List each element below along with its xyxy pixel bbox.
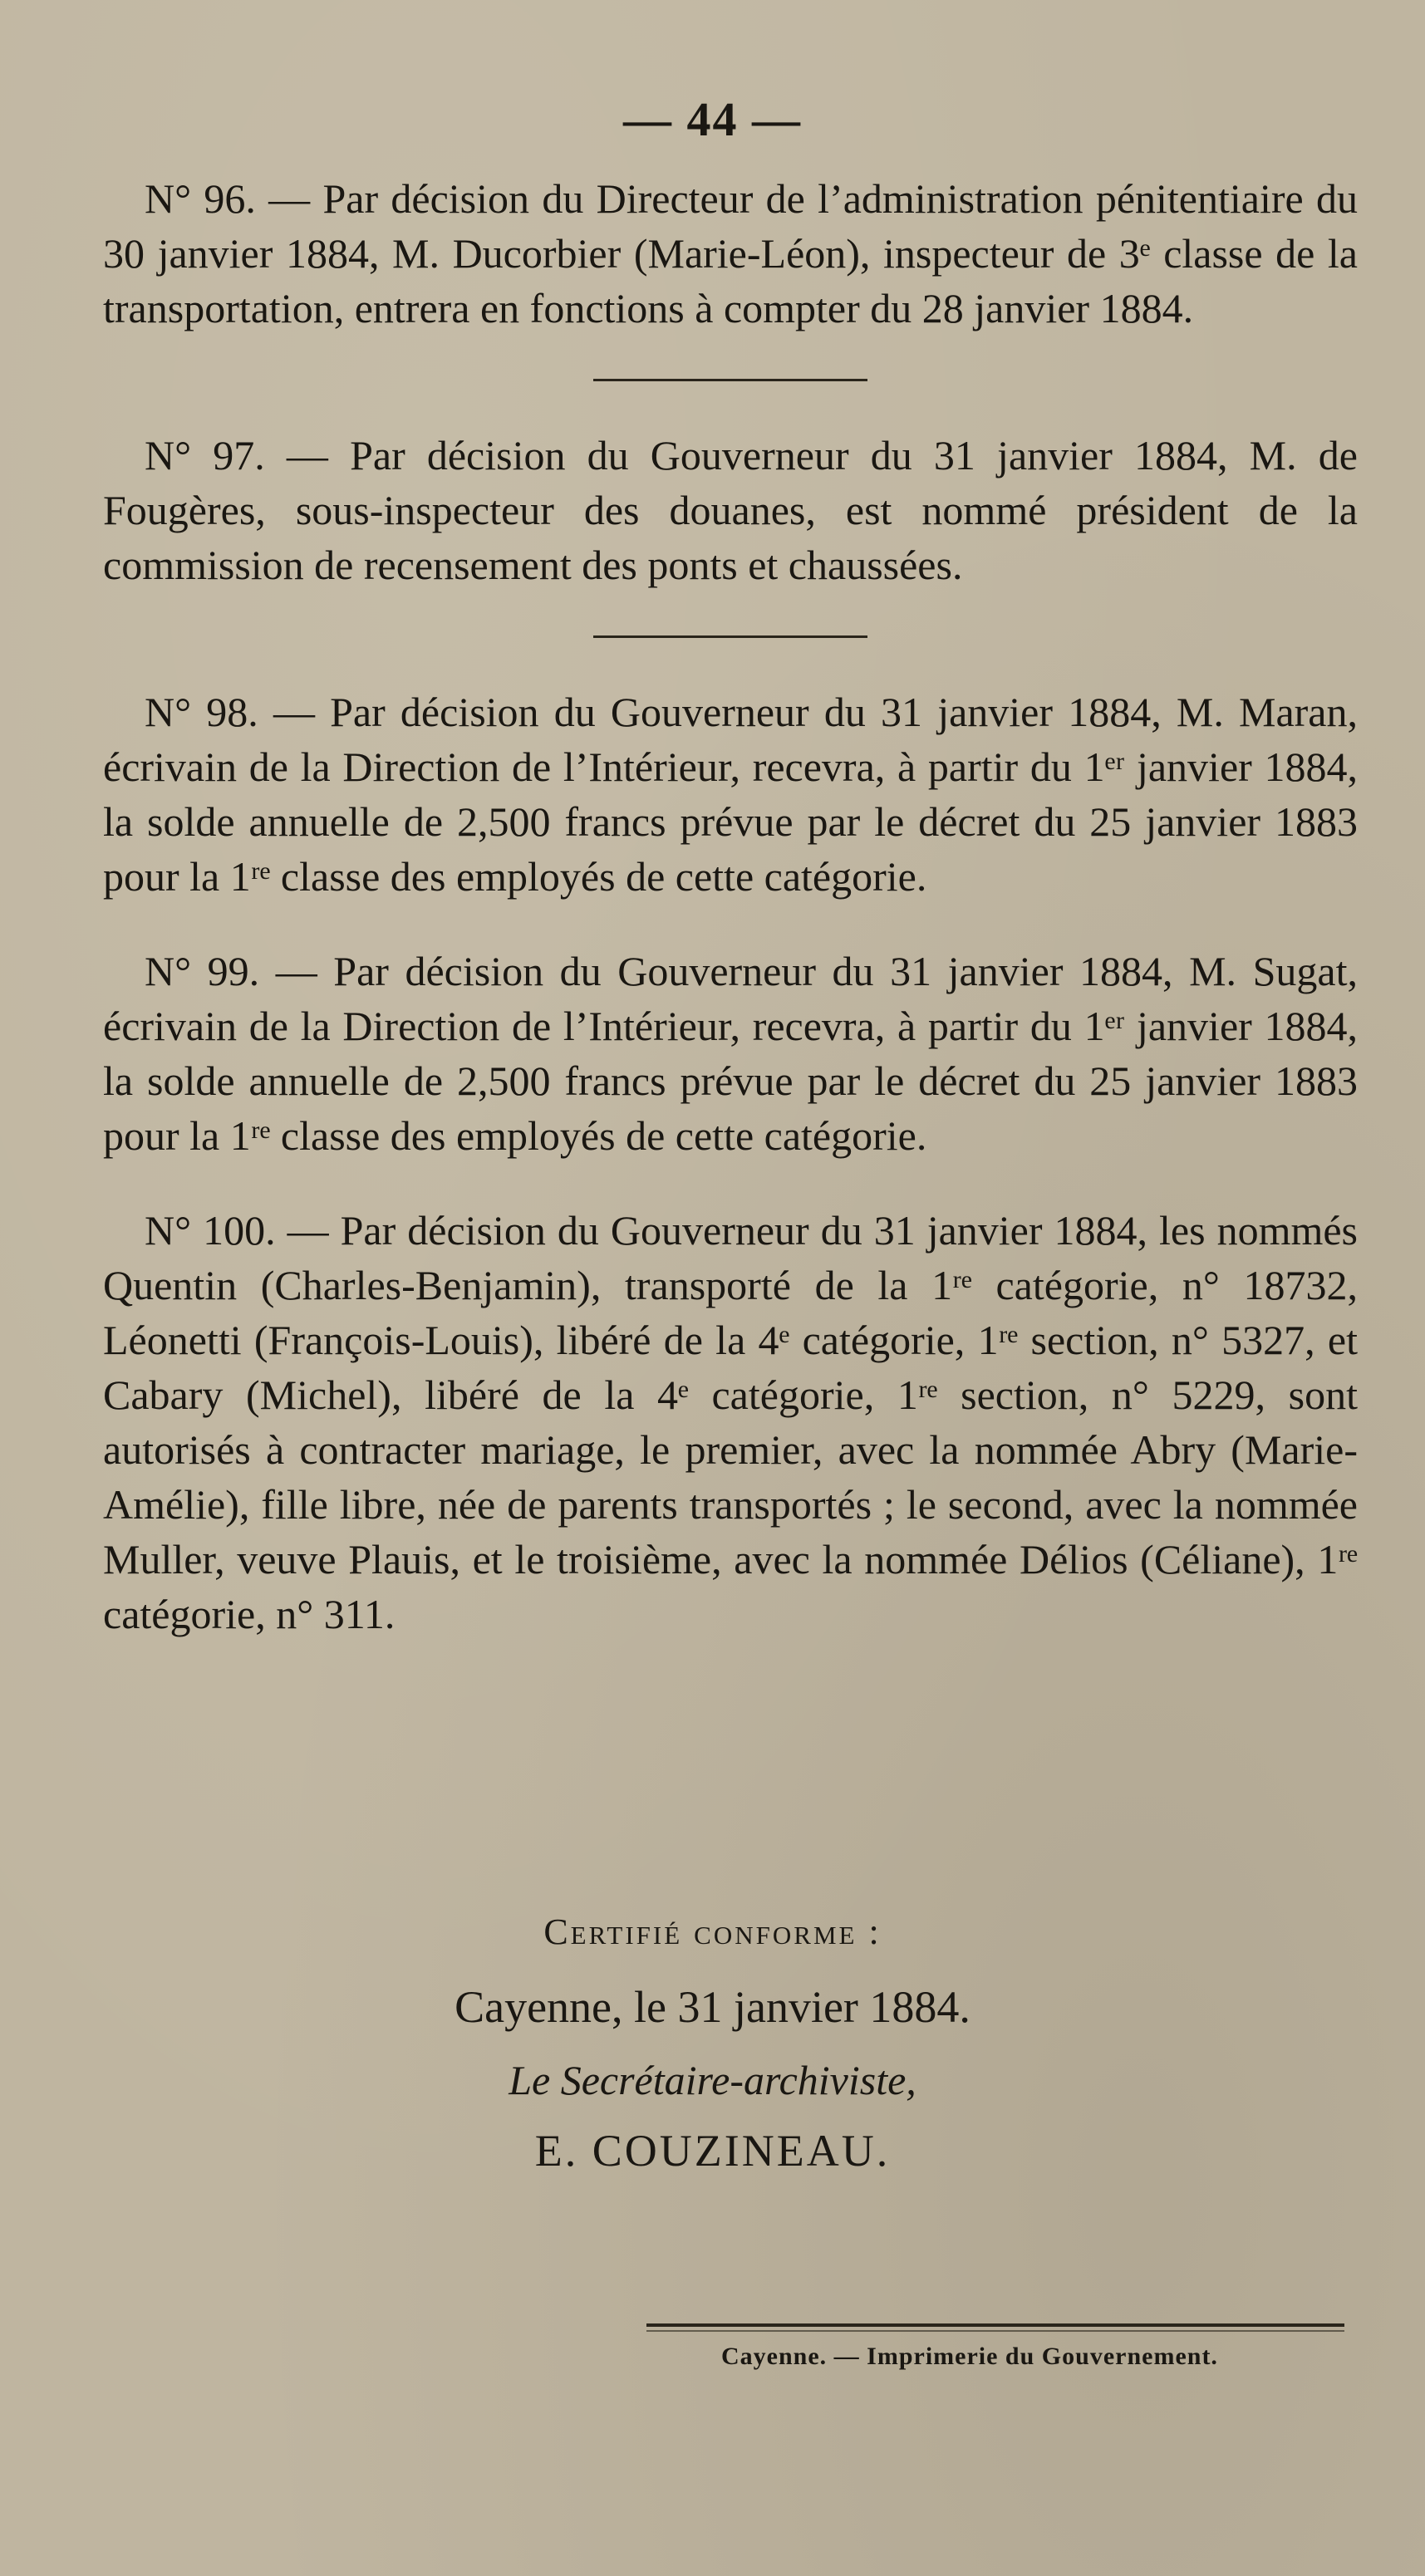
entry-99: N° 99. — Par décision du Gouverneur du 31 janvier 1884, M. Sugat, écrivain de la Direction de l’Intérieur, recevra, à partir du 1ᵉʳ janvier 1884, la solde annuelle de 2,500 francs prévue par le décret du 25 janvier 1883 pour la 1ʳᵉ classe des employés de cette catégorie.: [103, 948, 1358, 1159]
entry-98: N° 98. — Par décision du Gouverneur du 31 janvier 1884, M. Maran, écrivain de la Direction de l’Intérieur, recevra, à partir du 1ᵉʳ janvier 1884, la solde annuelle de 2,500 francs prévue par le décret du 25 janvier 1883 pour la 1ʳᵉ classe des employés de cette catégorie.: [103, 689, 1358, 900]
entry-100: N° 100. — Par décision du Gouverneur du 31 janvier 1884, les nommés Quentin (Charles-Benjamin), transporté de la 1ʳᵉ catégorie, n° 18732, Léonetti (François-Louis), libéré de la 4ᵉ catégorie, 1ʳᵉ section, n° 5327, et Cabary (Michel), libéré de la 4ᵉ catégorie, 1ʳᵉ section, n° 5229, sont autorisés à contracter mariage, le premier, avec la nommée Abry (Marie-Amélie), fille libre, née de parents transportés ; le second, avec la nommée Muller, veuve Plauis, et le troisième, avec la nommée Délios (Céliane), 1ʳᵉ catégorie, n° 311.: [103, 1207, 1358, 1637]
document-body: [103, 171, 1358, 1641]
certification-place-date: Cayenne, le 31 janvier 1884.: [455, 1982, 970, 2032]
certification-role: Le Secrétaire-archiviste,: [509, 2057, 916, 2103]
printer-imprint: Cayenne. — Imprimerie du Gouvernement.: [721, 2343, 1218, 2370]
page-number: — 44 —: [623, 92, 802, 146]
section-divider: [593, 379, 867, 381]
section-divider: [593, 635, 867, 638]
entry-gap: [103, 904, 1358, 944]
footer-divider: [646, 2323, 1344, 2327]
certification-signatory: E. COUZINEAU.: [534, 2126, 891, 2176]
entry-97: N° 97. — Par décision du Gouverneur du 31 janvier 1884, M. de Fougères, sous-inspecteur des douanes, est nommé président de la commission de recensement des ponts et chaussées.: [103, 432, 1358, 588]
certification-heading: Certifié conforme :: [543, 1911, 882, 1952]
entry-96: N° 96. — Par décision du Directeur de l’administration pénitentiaire du 30 janvier 1884, M. Ducorbier (Marie-Léon), inspecteur de 3ᵉ classe de la transportation, entrera en fonctions à compter du 28 janvier 1884.: [103, 175, 1358, 331]
footer-divider-thin: [646, 2330, 1344, 2332]
entry-gap: [103, 1163, 1358, 1203]
